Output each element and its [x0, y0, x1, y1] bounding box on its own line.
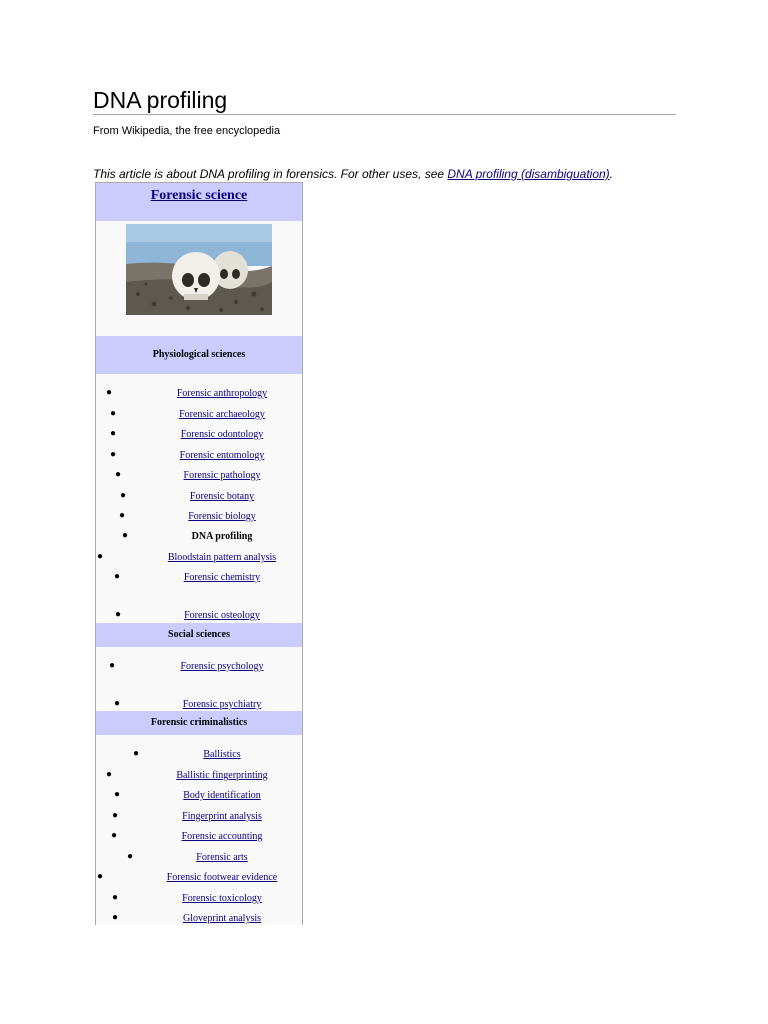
bullet-icon: ●	[110, 449, 117, 460]
infobox-list-item	[96, 748, 302, 762]
infobox-link[interactable]: Forensic chemistry	[183, 572, 261, 583]
bullet-icon: ●	[115, 609, 122, 620]
infobox-link[interactable]: Forensic arts	[196, 852, 248, 863]
infobox-item-label	[96, 698, 302, 712]
infobox-section-heading: Physiological sciences	[96, 336, 302, 374]
bullet-icon: ●	[114, 789, 121, 800]
bullet-icon: ●	[112, 892, 119, 903]
infobox-list-item	[96, 449, 302, 463]
infobox-list-item	[96, 408, 302, 422]
infobox-item-label	[96, 510, 302, 524]
infobox-list-item	[96, 830, 302, 844]
infobox-item-label	[96, 530, 302, 544]
bullet-icon: ●	[110, 428, 117, 439]
bullet-icon: ●	[120, 490, 127, 501]
infobox-item-label	[96, 748, 302, 762]
infobox-list-item	[96, 912, 302, 926]
bullet-icon: ●	[119, 510, 126, 521]
infobox-item-label	[96, 769, 302, 783]
bullet-icon: ●	[115, 469, 122, 480]
page-title: DNA profiling	[93, 87, 228, 113]
bullet-icon: ●	[110, 408, 117, 419]
infobox-link[interactable]: Forensic footwear evidence	[166, 872, 278, 883]
infobox-list-item	[96, 387, 302, 401]
infobox-link[interactable]: Bloodstain pattern analysis	[167, 552, 277, 563]
infobox-link[interactable]: Forensic archaeology	[179, 409, 265, 420]
current-article-label: DNA profiling	[191, 531, 253, 542]
bullet-icon: ●	[112, 912, 119, 923]
bullet-icon: ●	[114, 571, 121, 582]
infobox-item-label	[96, 571, 302, 585]
infobox-list-item	[96, 530, 302, 544]
infobox-list-item	[96, 769, 302, 783]
infobox-link[interactable]: Body identification	[183, 790, 261, 801]
infobox-title-row	[96, 183, 302, 221]
infobox-link[interactable]: Forensic biology	[188, 511, 256, 522]
bullet-icon: ●	[112, 810, 119, 821]
bullet-icon: ●	[133, 748, 140, 759]
infobox-link[interactable]: Fingerprint analysis	[182, 811, 262, 822]
infobox-item-label	[96, 408, 302, 422]
infobox-list-item	[96, 851, 302, 865]
infobox-list-item	[96, 892, 302, 906]
infobox-item-label	[96, 912, 302, 926]
infobox-item-label	[96, 469, 302, 483]
infobox-list-item	[96, 810, 302, 824]
bullet-icon: ●	[111, 830, 118, 841]
bullet-icon: ●	[109, 660, 116, 671]
infobox-list-item	[96, 551, 302, 565]
infobox-list-item	[96, 698, 302, 712]
infobox-link[interactable]: Ballistic fingerprinting	[176, 770, 268, 781]
bullet-icon: ●	[127, 851, 134, 862]
infobox-item-label	[96, 449, 302, 463]
infobox-list-item	[96, 609, 302, 623]
infobox-item-label	[96, 428, 302, 442]
infobox-item-label	[96, 609, 302, 623]
infobox-item-label	[96, 387, 302, 401]
infobox-item-label	[96, 830, 302, 844]
skulls-image	[126, 224, 272, 315]
infobox-link[interactable]: Forensic anthropology	[176, 388, 268, 399]
infobox-section-heading: Forensic criminalistics	[96, 711, 302, 735]
infobox-link[interactable]: Gloveprint analysis	[182, 913, 262, 924]
infobox-link[interactable]: Ballistics	[203, 749, 241, 760]
infobox-item-label	[96, 851, 302, 865]
infobox-link[interactable]: Forensic odontology	[180, 429, 264, 440]
infobox-list-item	[96, 490, 302, 504]
infobox-item-label	[96, 789, 302, 803]
infobox-link[interactable]: Forensic toxicology	[182, 893, 262, 904]
bullet-icon: ●	[122, 530, 129, 541]
infobox-item-label	[96, 490, 302, 504]
infobox-section-heading: Social sciences	[96, 623, 302, 647]
infobox-list-item	[96, 871, 302, 885]
infobox-list-item	[96, 660, 302, 674]
title-divider	[93, 114, 676, 115]
hatnote	[93, 167, 613, 182]
infobox-link[interactable]: Forensic osteology	[184, 610, 260, 621]
site-subtitle: From Wikipedia, the free encyclopedia	[93, 125, 281, 137]
infobox-item-label	[96, 892, 302, 906]
bullet-icon: ●	[106, 769, 113, 780]
infobox-link[interactable]: Forensic accounting	[181, 831, 263, 842]
hatnote-text: This article is about DNA profiling in forensics. For other uses, see	[93, 167, 448, 181]
bullet-icon: ●	[106, 387, 113, 398]
infobox-item-label	[96, 871, 302, 885]
infobox-link[interactable]: Forensic pathology	[183, 470, 261, 481]
infobox-link[interactable]: Forensic botany	[189, 491, 255, 502]
disambiguation-link[interactable]: DNA profiling (disambiguation)	[447, 167, 610, 181]
hatnote-end: .	[609, 167, 614, 181]
infobox-list-item	[96, 510, 302, 524]
infobox-item-label	[96, 660, 302, 674]
infobox-list-item	[96, 469, 302, 483]
bullet-icon: ●	[97, 871, 104, 882]
infobox-link[interactable]: Forensic entomology	[179, 450, 265, 461]
infobox-list-item	[96, 789, 302, 803]
infobox-title-link[interactable]: Forensic science	[150, 188, 248, 203]
infobox-link[interactable]: Forensic psychiatry	[182, 699, 262, 710]
infobox-item-label	[96, 551, 302, 565]
infobox-list-item	[96, 571, 302, 585]
infobox-list-item	[96, 428, 302, 442]
infobox-link[interactable]: Forensic psychology	[180, 661, 264, 672]
bullet-icon: ●	[97, 551, 104, 562]
infobox-item-label	[96, 810, 302, 824]
bullet-icon: ●	[114, 698, 121, 709]
infobox	[95, 182, 303, 925]
